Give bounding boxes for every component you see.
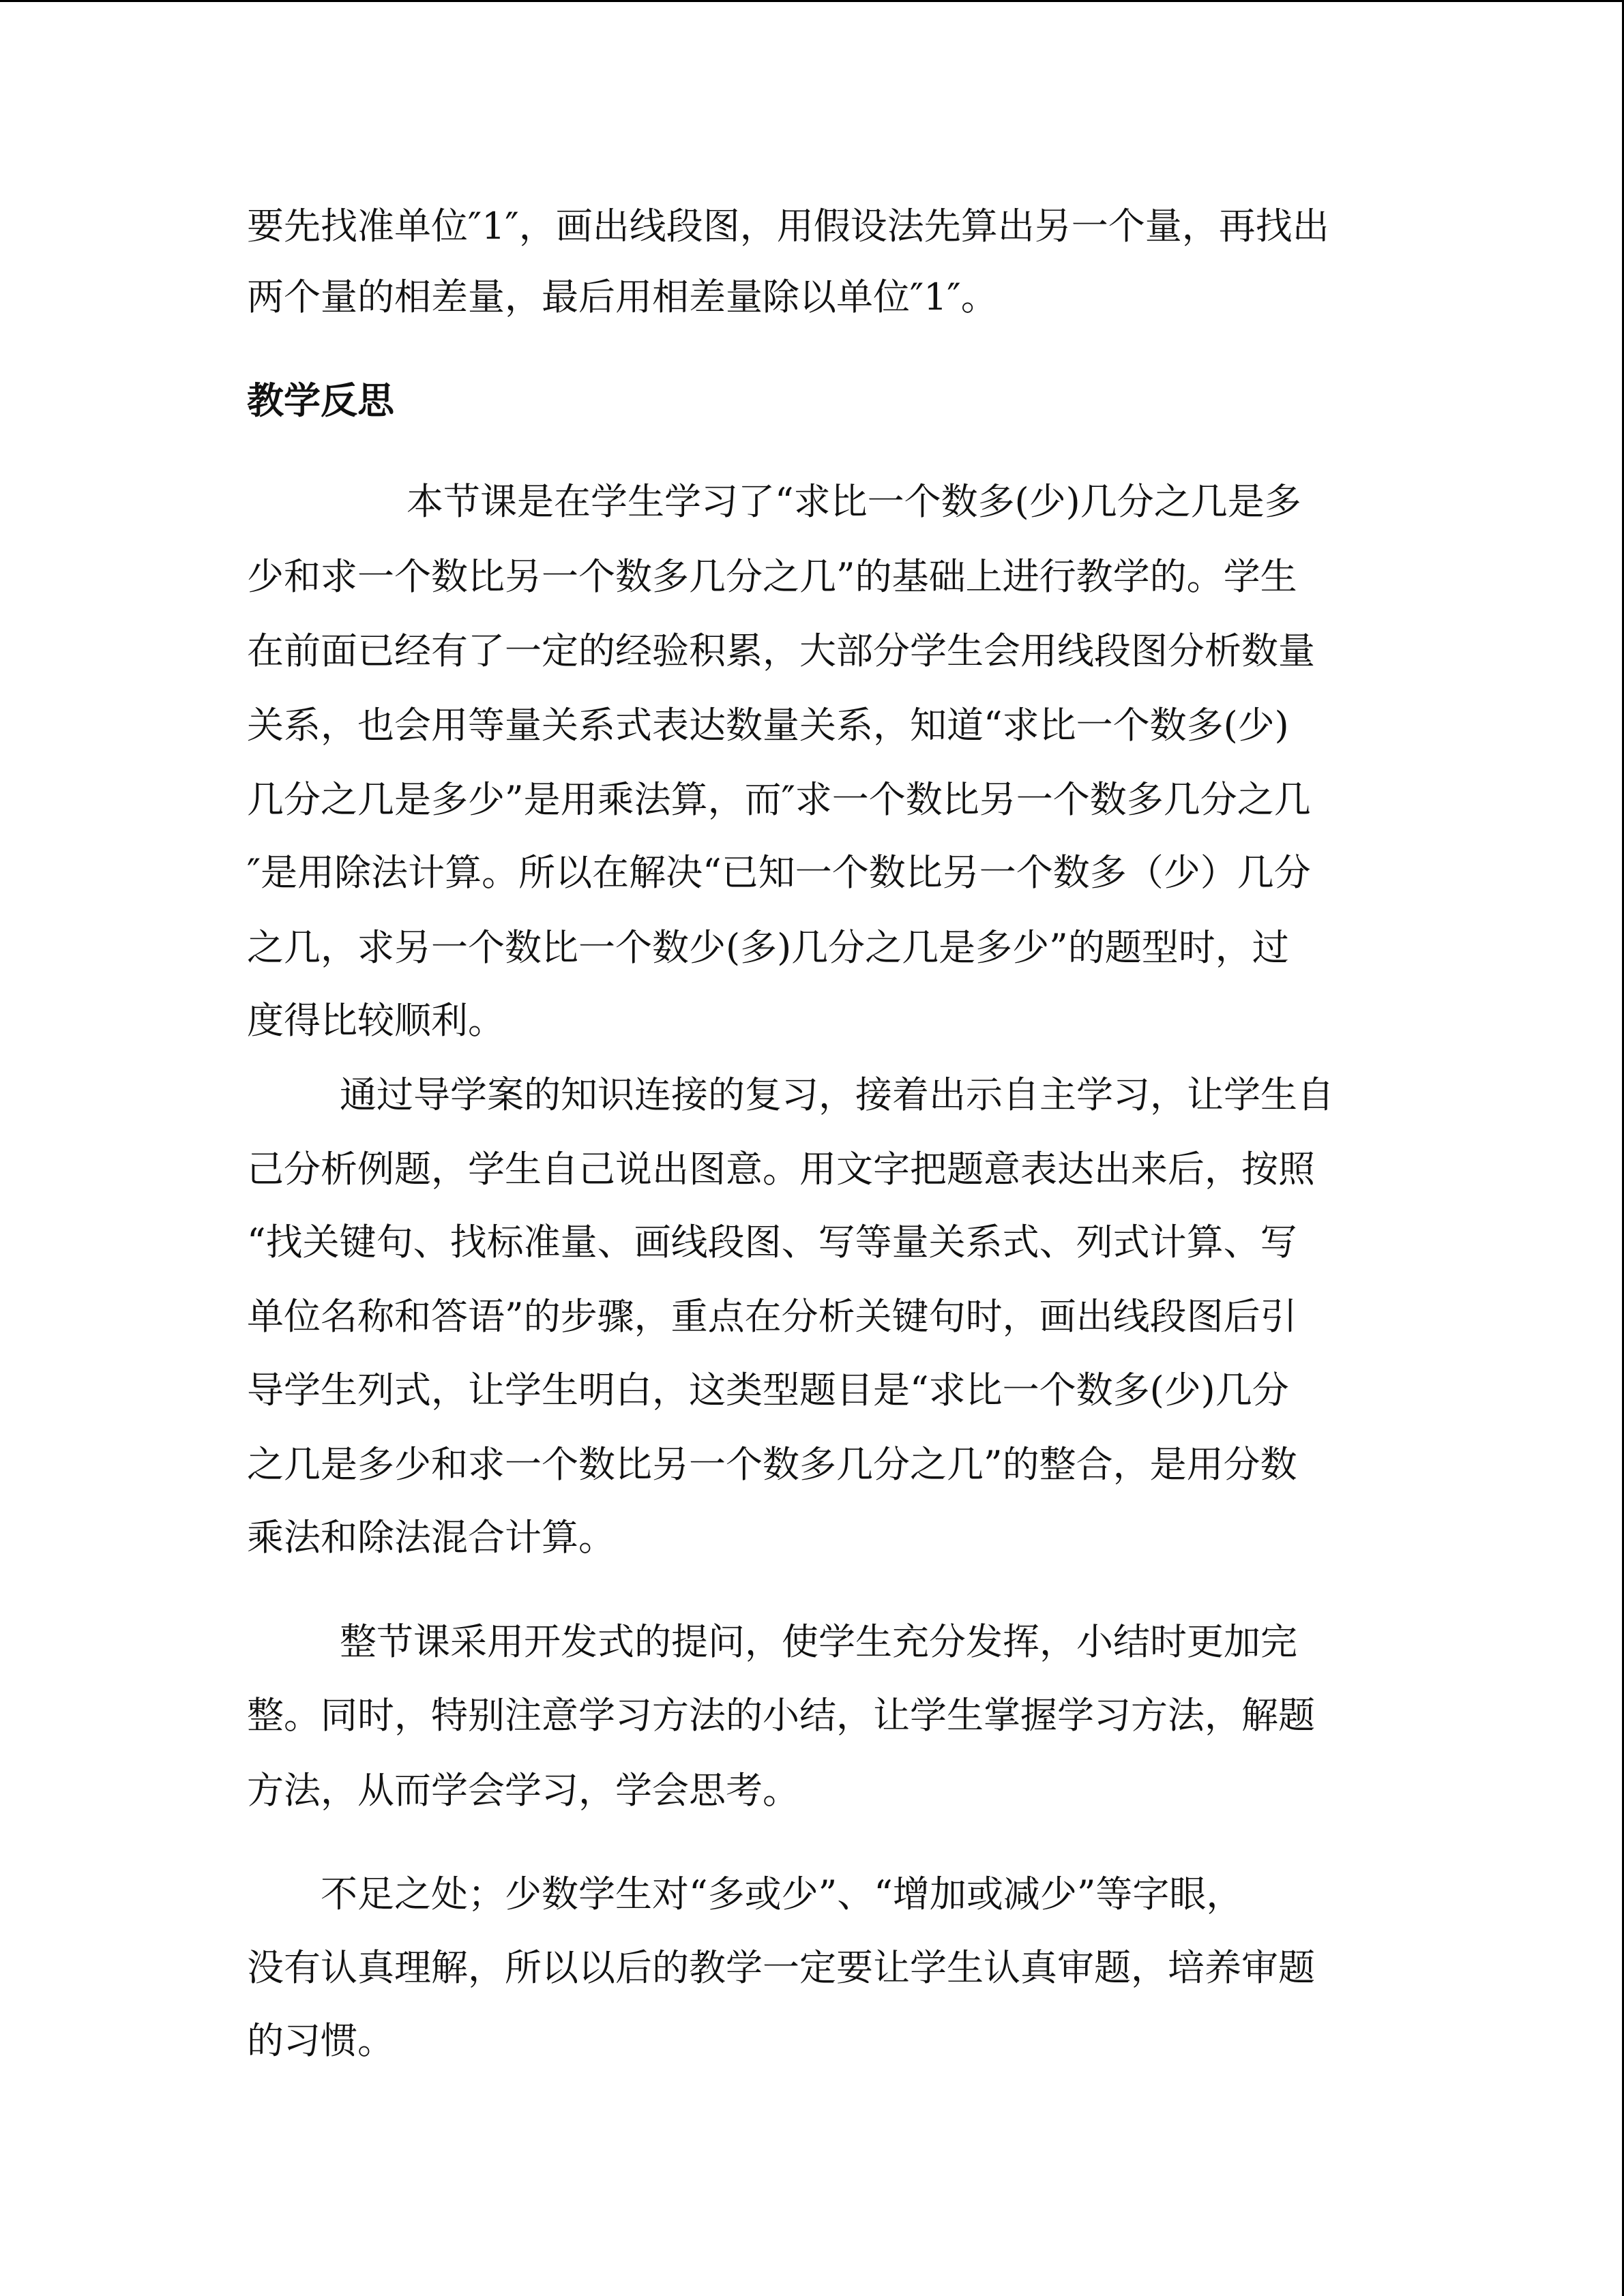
text-line: 乘法和除法混合计算。 [247, 1516, 615, 1559]
text-line: 己分析例题，学生自己说出图意。用文字把题意表达出来后，按照 [247, 1148, 1315, 1191]
section-heading: 教学反思 [247, 379, 394, 422]
text-line: 关系，也会用等量关系式表达数量关系，知道“求比一个数多(少) [247, 704, 1289, 747]
text-line: 没有认真理解，所以以后的教学一定要让学生认真审题，培养审题 [247, 1946, 1315, 1989]
text-line: 几分之几是多少”是用乘法算，而″求一个数比另一个数多几分之几 [247, 778, 1311, 821]
text-line: 要先找准单位″1″，画出线段图，用假设法先算出另一个量，再找出 [247, 205, 1329, 248]
text-line: 的习惯。 [247, 2019, 394, 2062]
text-line: 导学生列式，让学生明白，这类型题目是“求比一个数多(少)几分 [247, 1369, 1289, 1412]
text-line: 在前面已经有了一定的经验积累，大部分学生会用线段图分析数量 [247, 629, 1315, 672]
text-line: 本节课是在学生学习了“求比一个数多(少)几分之几是多 [407, 480, 1301, 523]
text-line: 度得比较顺利。 [247, 999, 505, 1042]
text-line: ″是用除法计算。所以在解决“已知一个数比另一个数多（少）几分 [247, 851, 1311, 894]
text-line: 通过导学案的知识连接的复习，接着出示自主学习，让学生自 [340, 1073, 1334, 1116]
text-line: 方法，从而学会学习，学会思考。 [247, 1769, 799, 1812]
text-line: 两个量的相差量，最后用相差量除以单位″1″。 [247, 275, 998, 318]
text-line: 整节课采用开发式的提问，使学生充分发挥，小结时更加完 [340, 1620, 1297, 1663]
text-line: 单位名称和答语”的步骤，重点在分析关键句时，画出线段图后引 [247, 1295, 1297, 1338]
text-line: 整。同时，特别注意学习方法的小结，让学生掌握学习方法，解题 [247, 1694, 1315, 1737]
text-line: 少和求一个数比另一个数多几分之几”的基础上进行教学的。学生 [247, 555, 1297, 598]
text-line: 不足之处；少数学生对“多或少”、“增加或减少”等字眼， [321, 1873, 1243, 1915]
text-line: 之几，求另一个数比一个数少(多)几分之几是多少”的题型时，过 [247, 926, 1289, 969]
text-line: “找关键句、找标准量、画线段图、写等量关系式、列式计算、写 [247, 1221, 1297, 1264]
text-line: 之几是多少和求一个数比另一个数多几分之几”的整合，是用分数 [247, 1443, 1297, 1486]
